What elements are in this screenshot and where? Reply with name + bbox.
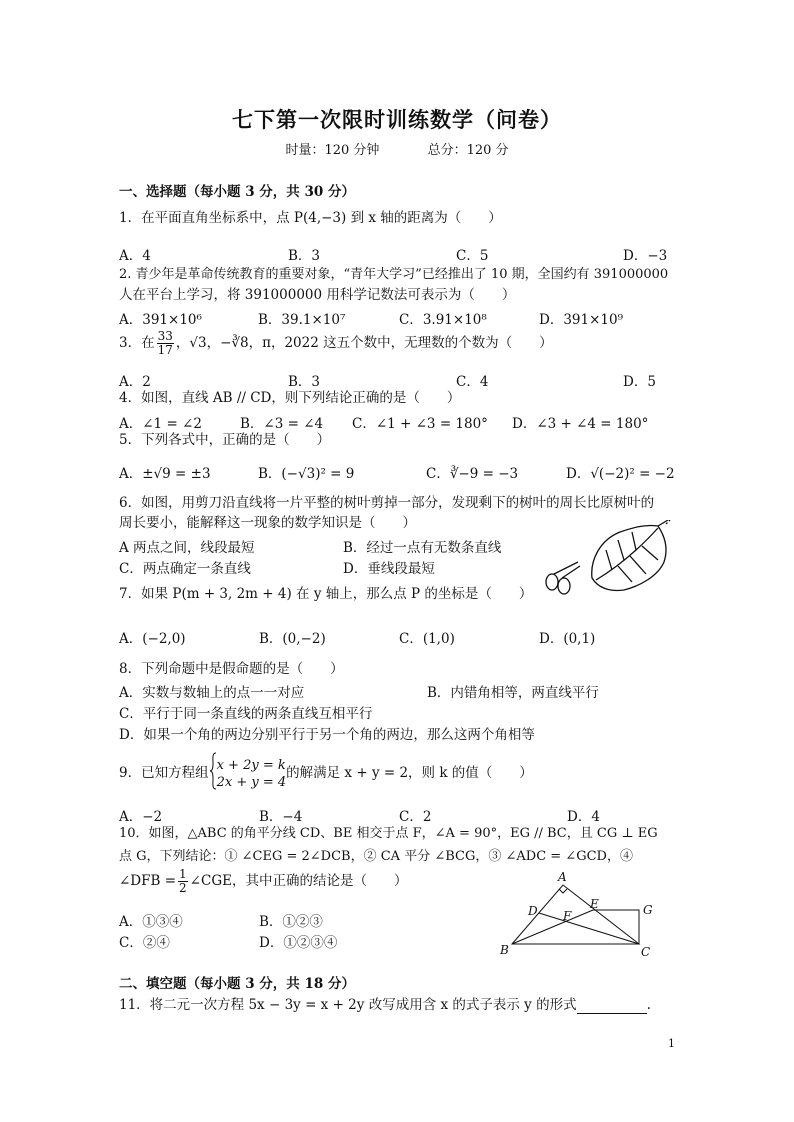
leaf-scissors-figure	[540, 520, 680, 605]
q8-option-c: C．平行于同一条直线的两条直线互相平行	[119, 706, 373, 722]
q9-option-a: A．−2	[119, 809, 163, 825]
question-3-stem	[119, 330, 553, 357]
q11-stem-end: .	[646, 997, 651, 1013]
page-number: 1	[668, 1037, 675, 1050]
q3-stem-start: 3．在	[119, 335, 155, 351]
q8-option-d: D．如果一个角的两边分别平行于另一个角的两边，那么这两个角相等	[119, 727, 535, 743]
q1-option-a: A．4	[119, 248, 151, 264]
q3-option-d: D．5	[623, 374, 656, 390]
q7-option-a: A．(−2,0)	[119, 631, 186, 647]
q6-option-b: B．经过一点有无数条直线	[343, 540, 502, 556]
q10-option-b: B．①②③	[259, 914, 323, 930]
q8-option-a: A．实数与数轴上的点一一对应	[119, 685, 305, 701]
q5-option-c: C．∛−9 = −3	[426, 466, 519, 482]
q9-equation-2: 2x + y = 4	[216, 774, 287, 790]
q6-option-a: A 两点之间，线段最短	[119, 540, 255, 556]
question-5-stem: 5．下列各式中，正确的是（ ）	[119, 432, 331, 448]
question-9-stem	[119, 752, 533, 795]
bisector-cd	[539, 913, 639, 944]
q7-option-b: B．(0,−2)	[259, 631, 326, 647]
total-score: 总分：120 分	[427, 143, 509, 158]
q3-option-b: B．3	[288, 374, 321, 390]
question-10-stem-line2: 点 G，下列结论：① ∠CEG = 2∠DCB，② CA 平分 ∠BCG，③ ∠ADC = ∠GCD，④	[119, 849, 633, 864]
q11-answer-blank[interactable]	[577, 999, 647, 1014]
section-heading-fill: 二、填空题（每小题 3 分，共 18 分）	[119, 976, 355, 992]
q2-option-a: A．391×10⁶	[119, 312, 202, 328]
question-6-stem-line2: 周长要小，能解释这一现象的数学知识是（ ）	[119, 515, 416, 531]
q10-fraction-numerator: 1	[179, 867, 187, 881]
q4-option-d: D．∠3 + ∠4 = 180°	[512, 416, 649, 432]
q3-fraction	[157, 330, 174, 357]
scissors-blades	[554, 562, 580, 578]
q4-option-b: B．∠3 = ∠4	[240, 416, 324, 432]
q2-option-b: B．39.1×10⁷	[258, 312, 346, 328]
page-title: 七下第一次限时训练数学（问卷）	[232, 107, 562, 132]
label-f: F	[563, 909, 572, 923]
triangle-figure	[495, 870, 665, 962]
leaf-veins	[606, 532, 658, 582]
question-7-stem: 7．如果 P(m + 3, 2m + 4) 在 y 轴上，那么点 P 的坐标是（ ）	[119, 586, 533, 602]
q11-stem-start: 11．将二元一次方程 5x − 3y = x + 2y 改写成用含 x 的式子表示 y 的形式	[119, 997, 577, 1013]
q3-fraction-numerator: 33	[157, 329, 173, 343]
q9-option-d: D．4	[567, 809, 600, 825]
label-e: E	[590, 897, 599, 911]
q3-option-a: A．2	[119, 374, 151, 390]
q3-fraction-denominator: 17	[157, 343, 173, 357]
q5-option-a: A．±√9 = ±3	[119, 466, 211, 482]
q2-option-d: D．391×10⁹	[539, 312, 623, 328]
exam-info	[0, 139, 794, 158]
q10-fraction	[178, 868, 188, 895]
question-10-stem-line3	[119, 868, 407, 895]
question-8-stem: 8．下列命题中是假命题的是（ ）	[119, 661, 344, 677]
leaf-midrib	[596, 528, 658, 580]
q8-option-b: B．内错角相等，两直线平行	[427, 685, 599, 701]
q10-option-a: A．①③④	[119, 914, 183, 930]
q7-option-c: C．(1,0)	[399, 631, 455, 647]
label-g: G	[643, 903, 653, 917]
q6-option-c: C．两点确定一条直线	[119, 561, 251, 577]
q9-brace	[209, 752, 217, 795]
q1-option-c: C．5	[456, 248, 489, 264]
q10-fraction-denominator: 2	[179, 881, 187, 895]
q9-equation-system	[217, 757, 287, 791]
q9-stem-start: 9．已知方程组	[119, 765, 209, 781]
question-2-stem-line2: 人在平台上学习，将 391000000 用科学记数法可表示为（ ）	[119, 287, 516, 303]
q10-stem3-end: ∠CGE，其中正确的结论是（ ）	[189, 873, 408, 889]
q7-option-d: D．(0,1)	[539, 631, 596, 647]
question-6-stem-line1: 6．如图，用剪刀沿直线将一片平整的树叶剪掉一部分，发现剩下的树叶的周长比原树叶的	[119, 495, 655, 511]
section-heading-choice: 一、选择题（每小题 3 分，共 30 分）	[119, 184, 355, 200]
q5-option-b: B．(−√3)² = 9	[258, 466, 355, 482]
label-b: B	[500, 943, 509, 957]
q1-option-b: B．3	[288, 248, 321, 264]
question-1-stem: 1．在平面直角坐标系中，点 P(4,−3) 到 x 轴的距离为（ ）	[119, 210, 502, 226]
label-d: D	[528, 904, 538, 918]
q3-option-c: C．4	[456, 374, 489, 390]
q6-option-d: D．垂线段最短	[343, 561, 435, 577]
q10-option-d: D．①②③④	[259, 935, 338, 951]
q9-option-c: C．2	[399, 809, 432, 825]
q10-stem3-start: ∠DFB =	[119, 873, 177, 889]
right-angle-mark	[559, 889, 567, 893]
question-2-stem-line1: 2. 青少年是革命传统教育的重要对象，“青年大学习”已经推出了 10 期，全国约有 391000000	[119, 267, 669, 282]
label-c: C	[641, 945, 651, 959]
q9-stem-end: 的解满足 x + y = 2，则 k 的值（ ）	[286, 765, 533, 781]
q3-stem-end: ，√3，−∛8，π，2022 这五个数中，无理数的个数为（ ）	[175, 335, 553, 351]
q4-option-a: A．∠1 = ∠2	[119, 416, 202, 432]
time-limit: 时量：120 分钟	[285, 143, 380, 158]
question-4-stem: 4．如图，直线 AB // CD，则下列结论正确的是（ ）	[119, 390, 461, 406]
question-11-stem	[119, 996, 651, 1014]
label-a: A	[558, 870, 567, 884]
q4-option-c: C．∠1 + ∠3 = 180°	[352, 416, 488, 432]
q2-option-c: C．3.91×10⁸	[399, 312, 487, 328]
q9-option-b: B．−4	[259, 809, 303, 825]
q5-option-d: D．√(−2)² = −2	[566, 466, 675, 482]
bisector-be	[512, 910, 593, 944]
q10-option-c: C．②④	[119, 935, 170, 951]
q1-option-d: D．−3	[623, 248, 668, 264]
scissors-handle-left	[546, 574, 558, 590]
scissors-handle-right	[558, 578, 570, 594]
q9-equation-1: x + 2y = k	[216, 757, 286, 773]
question-10-stem-line1: 10．如图，△ABC 的角平分线 CD、BE 相交于点 F，∠A = 90°，EG // BC，且 CG ⊥ EG	[119, 826, 658, 841]
